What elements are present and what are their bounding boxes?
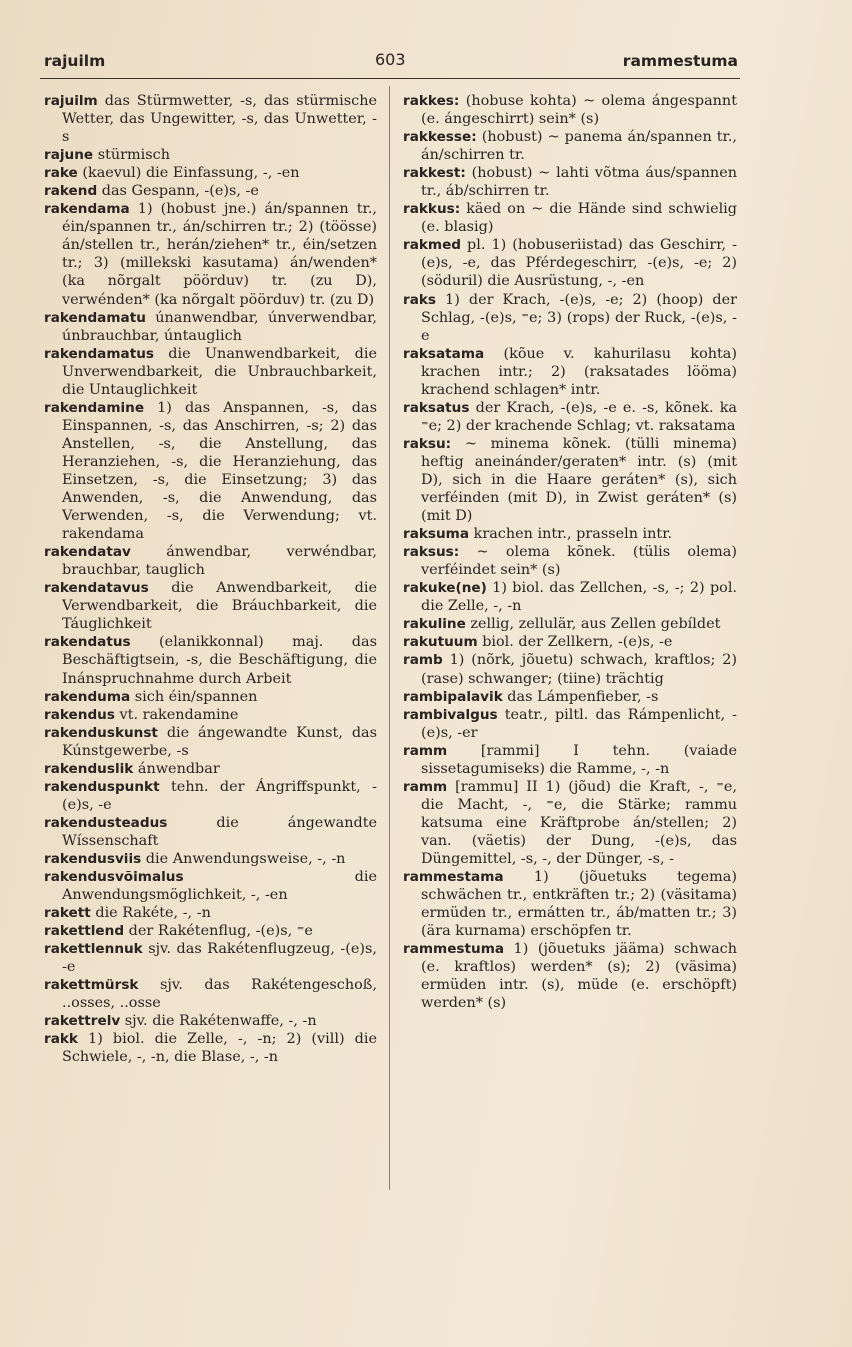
dictionary-entry <box>44 92 377 146</box>
entry-definition: krachen intr., prasseln intr. <box>469 526 673 543</box>
entry-headword: rakettlennuk <box>44 941 143 958</box>
entry-definition: 1) biol. das Zellchen, -s, -; 2) pol. die Zelle, -, -n <box>421 580 737 615</box>
entry-headword: rakendusteadus <box>44 814 168 831</box>
dictionary-entry <box>403 778 737 868</box>
entry-headword: ramm <box>403 778 448 795</box>
entry-definition: vt. rakendamine <box>114 706 239 723</box>
entry-definition: (hobust) ~ panema án/spannen tr., án/schirren tr. <box>421 129 737 164</box>
dictionary-entry <box>403 200 737 236</box>
entry-definition: ~ olema kõnek. (tülis olema) verféindet sein* (s) <box>421 544 737 579</box>
entry-headword: rakuke(ne) <box>403 580 487 597</box>
entry-definition: die Rakéte, -, -n <box>90 905 211 922</box>
dictionary-entry <box>403 615 737 633</box>
entry-headword: rakendusvõimalus <box>44 869 184 886</box>
entry-definition: das Gespann, -(e)s, -e <box>97 183 259 200</box>
dictionary-entry <box>403 706 737 742</box>
entry-definition: teatr., piltl. das Rámpenlicht, -(e)s, -er <box>421 706 737 741</box>
entry-headword: raksuma <box>403 526 470 543</box>
dictionary-entry <box>44 706 377 724</box>
header-rule <box>40 78 740 79</box>
entry-headword: rakettlend <box>44 923 125 940</box>
dictionary-entry <box>44 922 377 940</box>
entry-headword: rakendatav <box>44 544 131 561</box>
right-column <box>403 92 737 1012</box>
column-divider <box>389 86 390 1190</box>
dictionary-entry <box>44 850 377 868</box>
dictionary-entry <box>403 742 737 778</box>
entry-definition: die Anwendungsmöglichkeit, -, -en <box>62 869 377 904</box>
dictionary-entry <box>403 940 737 1012</box>
entry-headword: rammestuma <box>403 941 505 958</box>
entry-definition: die ángewandte Wíssenschaft <box>62 814 377 849</box>
dictionary-entry <box>403 92 737 128</box>
entry-headword: rakmed <box>403 237 462 254</box>
entry-definition: die ángewandte Kunst, das Kúnstgewerbe, -s <box>62 724 377 759</box>
dictionary-entry <box>403 651 737 687</box>
entry-definition: (elanikkonnal) maj. das Beschäftigtsein, -s, die Beschäftigung, die Inánspruchnahme durch Arbeit <box>62 634 377 687</box>
header-first-word: rajuilm <box>44 52 106 70</box>
dictionary-entry <box>44 146 377 164</box>
entry-headword: rake <box>44 165 78 182</box>
entry-headword: rakenduspunkt <box>44 778 160 795</box>
entry-definition: sjv. das Rakétenflugzeug, -(e)s, -e <box>62 941 377 976</box>
entry-definition: ~ minema kõnek. (tülli minema) heftig aneinánder/geraten* intr. (s) (mit D), sich in die Haare geráten* (s), sich verféinden (mit D), in Zwist geráten* (s) (mit D) <box>421 435 737 525</box>
entry-definition: 1) (jõuetuks jääma) schwach (e. kraftlos) werden* (s); 2) (väsima) ermüden intr. (s), müde (e. erschöpft) werden* (s) <box>421 941 737 1012</box>
page-number: 603 <box>375 50 406 69</box>
entry-headword: raks <box>403 291 437 308</box>
entry-headword: raksatus <box>403 399 470 416</box>
entry-headword: rakkus: <box>403 201 461 218</box>
header-last-word: rammestuma <box>622 52 738 70</box>
entry-definition: die Anwendbarkeit, die Verwendbarkeit, die Bráuchbarkeit, die Táuglichkeit <box>62 580 377 633</box>
dictionary-entry <box>44 309 377 345</box>
dictionary-entry <box>403 633 737 651</box>
entry-definition: 1) das Anspannen, -s, das Einspannen, -s, das Anschirren, -s; 2) das Anstellen, -s, die Anstellung, das Heranziehen, -s, die Heranziehung, das Einsetzen, -s, die Einsetzung; 3) das Anwenden, -s, die Anwendung, das Verwenden, -s, die Verwendung; vt. rakendama <box>62 399 377 543</box>
dictionary-entry <box>44 164 377 182</box>
dictionary-entry <box>44 579 377 633</box>
dictionary-entry <box>44 940 377 976</box>
dictionary-entry <box>403 128 737 164</box>
dictionary-entry <box>44 976 377 1012</box>
entry-definition: biol. der Zellkern, -(e)s, -e <box>477 634 673 651</box>
entry-definition: sjv. das Rakétengeschoß, ..osses, ..osse <box>62 977 377 1012</box>
entry-headword: rakkesse: <box>403 129 477 146</box>
entry-definition: (kõue v. kahurilasu kohta) krachen intr.; 2) (raksatades lööma) krachend schlagen* intr. <box>421 345 737 398</box>
dictionary-entry <box>44 760 377 778</box>
entry-definition: stürmisch <box>93 147 170 164</box>
entry-definition: die Unanwendbarkeit, die Unverwendbarkeit, die Unbrauchbarkeit, die Untauglichkeit <box>62 345 377 398</box>
entry-headword: rakendatus <box>44 634 131 651</box>
entry-headword: rakendama <box>44 201 130 218</box>
entry-headword: rakendamatu <box>44 309 146 326</box>
entry-definition: (hobuse kohta) ~ olema ángespannt (e. ángeschirrt) sein* (s) <box>421 93 737 128</box>
entry-headword: rajune <box>44 147 94 164</box>
entry-headword: raksu: <box>403 435 452 452</box>
entry-headword: raksatama <box>403 345 485 362</box>
dictionary-entry <box>403 525 737 543</box>
entry-headword: rakenduslik <box>44 760 134 777</box>
dictionary-entry <box>44 814 377 850</box>
entry-headword: ramb <box>403 652 443 669</box>
entry-headword: rakettmürsk <box>44 977 139 994</box>
entry-headword: rakend <box>44 183 98 200</box>
dictionary-entry <box>44 633 377 687</box>
entry-headword: rakk <box>44 1031 78 1048</box>
dictionary-entry <box>403 543 737 579</box>
dictionary-entry <box>403 435 737 525</box>
entry-headword: rakettrelv <box>44 1013 121 1030</box>
dictionary-entry <box>403 291 737 345</box>
entry-headword: rakutuum <box>403 634 478 651</box>
entry-definition: pl. 1) (hobuseriistad) das Geschirr, -(e)s, -e, das Pférdegeschirr, -(e)s, -e; 2) (söduril) die Ausrüstung, -, -en <box>421 237 737 290</box>
entry-definition: 1) der Krach, -(e)s, -e; 2) (hoop) der Schlag, -(e)s, ⁼e; 3) (rops) der Ruck, -(e)s, -e <box>421 291 737 344</box>
dictionary-entry <box>44 1030 377 1066</box>
dictionary-entry <box>403 164 737 200</box>
dictionary-entry <box>44 868 377 904</box>
dictionary-entry <box>44 345 377 399</box>
dictionary-entry <box>44 182 377 200</box>
left-column <box>44 92 377 1067</box>
entry-headword: rakenduma <box>44 688 131 705</box>
dictionary-entry <box>403 579 737 615</box>
entry-headword: rambivalgus <box>403 706 498 723</box>
dictionary-entry <box>44 688 377 706</box>
entry-definition: [rammu] II 1) (jõud) die Kraft, -, ⁼e, die Macht, -, ⁼e, die Stärke; rammu katsuma eine Kräftprobe án/stellen; 2) van. (väetis) der Dung, -(e)s, das Düngemittel, -s, -, der Dünger, -s, - <box>421 778 737 867</box>
dictionary-entry <box>44 724 377 760</box>
dictionary-entry <box>403 399 737 435</box>
entry-definition: der Krach, -(e)s, -e e. -s, kõnek. ka ⁼e; 2) der krachende Schlag; vt. raksatama <box>421 399 737 434</box>
entry-definition: der Rakétenflug, -(e)s, ⁼e <box>124 923 313 940</box>
entry-definition: tehn. der Ángriffspunkt, -(e)s, -e <box>62 778 377 813</box>
entry-definition: das Lámpenfieber, -s <box>502 688 659 705</box>
dictionary-entry <box>44 904 377 922</box>
entry-definition: (kaevul) die Einfassung, -, -en <box>77 165 300 182</box>
entry-headword: rakkest: <box>403 165 466 182</box>
entry-headword: rakendatavus <box>44 580 149 597</box>
dictionary-entry <box>44 1012 377 1030</box>
dictionary-entry <box>44 399 377 543</box>
entry-headword: rakendusviis <box>44 850 142 867</box>
dictionary-entry <box>403 688 737 706</box>
entry-headword: rakenduskunst <box>44 724 158 741</box>
entry-definition: sjv. die Rakétenwaffe, -, -n <box>120 1013 317 1030</box>
entry-definition: das Stürmwetter, -s, das stürmische Wetter, das Ungewitter, -s, das Unwetter, -s <box>62 93 377 146</box>
entry-definition: ánwendbar <box>133 760 220 777</box>
entry-definition: zellig, zellulär, aus Zellen gebíldet <box>465 616 721 633</box>
entry-definition: únanwendbar, únverwendbar, únbrauchbar, úntauglich <box>62 309 377 344</box>
entry-definition: sich éin/spannen <box>130 688 258 705</box>
entry-definition: 1) (hobust jne.) án/spannen tr., éin/spannen tr., án/schirren tr.; 2) (töösse) án/stellen tr., herán/ziehen* tr., éin/setzen tr.; 3) (millekski kasutama) án/wenden* (ka nõrgalt pöörduv) tr. (zu D), verwénden* (ka nõrgalt pöörduv) tr. (zu D) <box>62 201 377 308</box>
entry-definition: [rammi] I tehn. (vaiade sissetagumiseks) die Ramme, -, -n <box>421 742 737 777</box>
entry-headword: raksus: <box>403 544 460 561</box>
entry-headword: rakett <box>44 905 91 922</box>
dictionary-entry <box>403 236 737 290</box>
entry-headword: rajuilm <box>44 93 98 109</box>
dictionary-entry <box>44 778 377 814</box>
entry-headword: rakendamatus <box>44 345 154 362</box>
entry-definition: ánwendbar, verwéndbar, brauchbar, tauglich <box>62 544 377 579</box>
entry-headword: rakendus <box>44 706 115 723</box>
entry-definition: (hobust) ~ lahti võtma áus/spannen tr., áb/schirren tr. <box>421 165 737 200</box>
dictionary-entry <box>403 345 737 399</box>
dictionary-entry <box>44 543 377 579</box>
entry-definition: die Anwendungsweise, -, -n <box>141 850 346 867</box>
entry-headword: ramm <box>403 742 448 759</box>
entry-headword: rakuline <box>403 616 466 633</box>
entry-definition: käed on ~ die Hände sind schwielig (e. blasig) <box>421 201 737 236</box>
entry-headword: rambipalavik <box>403 688 503 705</box>
entry-definition: 1) biol. die Zelle, -, -n; 2) (vill) die Schwiele, -, -n, die Blase, -, -n <box>62 1031 377 1066</box>
dictionary-entry <box>403 868 737 940</box>
entry-headword: rakendamine <box>44 399 145 416</box>
page-header <box>44 50 738 74</box>
entry-headword: rammestama <box>403 869 504 886</box>
dictionary-entry <box>44 200 377 308</box>
entry-headword: rakkes: <box>403 93 460 109</box>
entry-definition: 1) (nõrk, jõuetu) schwach, kraftlos; 2) (rase) schwanger; (tiine) trächtig <box>421 652 737 687</box>
entry-definition: 1) (jõuetuks tegema) schwächen tr., entkräften tr.; 2) (väsitama) ermüden tr., ermátten tr., áb/matten tr.; 3) (ära kurnama) erschöpfen tr. <box>421 869 737 940</box>
